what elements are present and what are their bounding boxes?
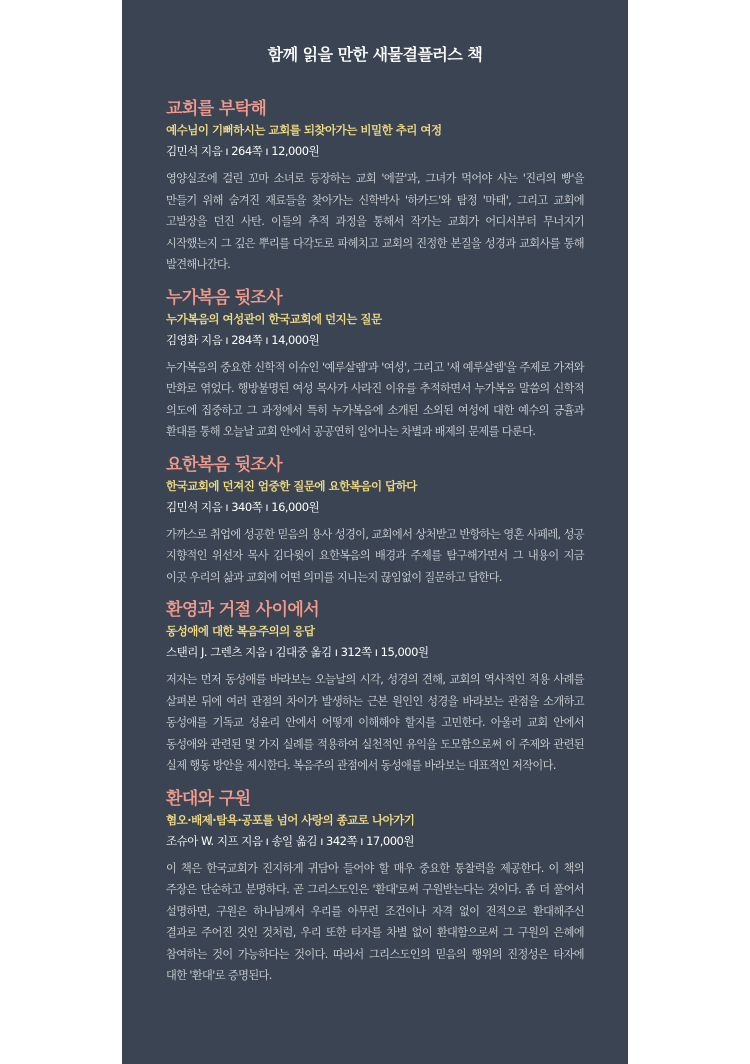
book-description: 가까스로 취업에 성공한 믿음의 용사 성경이, 교회에서 상처받고 반항하는 영혼 사페레, 성공 지향적인 위선자 목사 김다윗이 요한복음의 배경과 주제를 탐구해가면서 그 내용이 지금 이곳 우리의 삶과 교회에 어떤 의미를 지니는지 끊임없이 질문하고 답한다. (166, 527, 584, 584)
book-meta: 김영화 지음 ı 284쪽 ı 14,000원 (166, 332, 320, 347)
book-title: 환영과 거절 사이에서 (166, 600, 320, 620)
book-subtitle: 한국교회에 던져진 엄중한 질문에 요한복음이 답하다 (166, 478, 417, 493)
book-subtitle: 동성애에 대한 복음주의의 응답 (166, 624, 315, 638)
book-title: 환대와 구원 (166, 788, 251, 809)
book-list (166, 98, 584, 987)
book-meta: 김민석 지음 ı 264쪽 ı 12,000원 (166, 144, 320, 158)
book-subtitle: 누가복음의 여성관이 한국교회에 던지는 질문 (166, 311, 382, 326)
book-entry (166, 287, 584, 443)
book-description: 누가복음의 중요한 신학적 이슈인 '예루살렘'과 '여성', 그리고 '새 예루살렘'을 주제로 가져와 만화로 엮었다. 행방불명된 여성 목사가 사라진 이유를 추적하면서 누가복음 말씀의 신학적 의도에 집중하고 그 과정에서 특히 누가복음에 소개된 소외된 여성에 대한 예수의 긍휼과 환대를 통해 오늘날 교회 안에서 공공연히 일어나는 차별과 배제의 문제를 다룬다. (166, 360, 584, 438)
book-entry (166, 599, 584, 777)
book-description: 저자는 먼저 동성애를 바라보는 오늘날의 시각, 성경의 견해, 교회의 역사적인 적용 사례를 살펴본 뒤에 여러 관점의 차이가 발생하는 근본 원인인 성경을 바라보는 관점을 소개하고 동성애를 기독교 성윤리 안에서 어떻게 이해해야 할지를 고민한다. 아울러 교회 안에서 동성애와 관련된 몇 가지 실례를 적용하여 실천적인 유익을 도모함으로써 이 주제와 관련된 실제 행동 방안을 제시한다. 복음주의 관점에서 동성애를 바라보는 대표적인 저작이다. (166, 673, 584, 772)
book-description: 영양실조에 걸린 꼬마 소녀로 등장하는 교회 '에끌'과, 그녀가 먹어야 사는 '진리의 빵'을 만들기 위해 숨겨진 재료들을 찾아가는 신학박사 '하카드'와 탐정 '마태', 그리고 교회에 고발장을 던진 사탄. 이들의 추적 과정을 통해서 작가는 교회가 어디서부터 무너지기 시작했는지 그 깊은 뿌리를 다각도로 파헤치고 교회의 진정한 본질을 성경과 교회사를 통해 발견해나간다. (166, 172, 584, 271)
book-description: 이 책은 한국교회가 진지하게 귀담아 들어야 할 매우 중요한 통찰력을 제공한다. 이 책의 주장은 단순하고 분명하다. 곧 그리스도인은 '환대'로써 구원받는다는 것이다. 좀 더 풀어서 설명하면, 구원은 하나님께서 우리를 아무런 조건이나 자격 없이 전적으로 환대해주신 결과로 주어진 것인 것처럼, 우리 또한 타자를 차별 없이 환대함으로써 그 구원의 은혜에 참여하는 것이 가능하다는 것이다. 따라서 그리스도인의 믿음의 행위의 진정성은 타자에 대한 '환대'로 증명된다. (166, 861, 584, 982)
book-entry (166, 788, 584, 987)
book-subtitle: 예수님이 기뻐하시는 교회를 되찾아가는 비밀한 추리 여정 (166, 123, 442, 137)
book-meta: 조슈아 W. 지프 지음 ı 송일 옮김 ı 342쪽 ı 17,000원 (166, 833, 414, 848)
book-list-panel (122, 0, 628, 1064)
book-title: 교회를 부탁해 (166, 99, 267, 119)
book-meta: 김민석 지음 ı 340쪽 ı 16,000원 (166, 499, 320, 514)
book-subtitle: 혐오·배제·탐욕·공포를 넘어 사랑의 종교로 나아가기 (166, 812, 415, 827)
book-entry (166, 454, 584, 589)
book-meta: 스탠리 J. 그렌츠 지음 ı 김대중 옮김 ı 312쪽 ı 15,000원 (166, 645, 429, 659)
book-entry (166, 98, 584, 276)
section-heading: 함께 읽을 만한 새물결플러스 책 (267, 45, 483, 64)
book-title: 누가복음 뒷조사 (166, 287, 283, 308)
book-title: 요한복음 뒷조사 (166, 454, 283, 475)
